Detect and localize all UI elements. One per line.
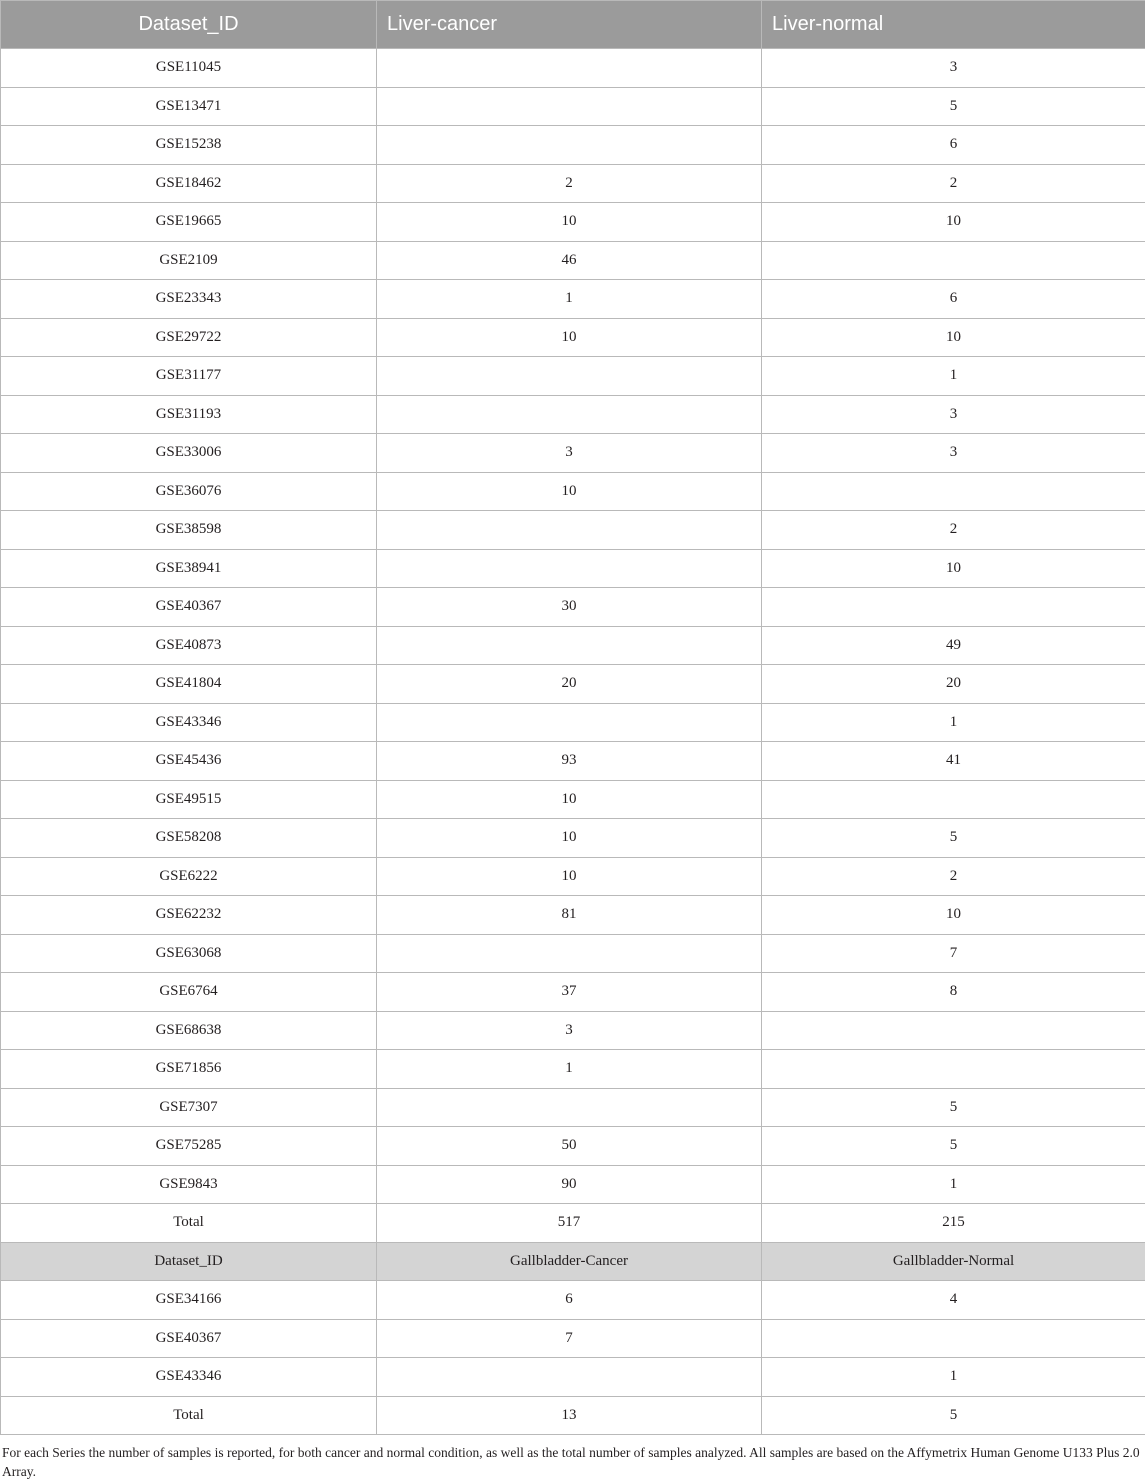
normal-count-cell: 49: [762, 626, 1145, 665]
cancer-count-cell: 10: [377, 472, 762, 511]
cancer-count-cell: [377, 357, 762, 396]
table-row: [1, 126, 1145, 165]
dataset-id-cell: GSE31177: [1, 357, 377, 396]
table-row: [1, 934, 1145, 973]
normal-count-cell: 10: [762, 549, 1145, 588]
cancer-count-cell: Gallbladder-Cancer: [377, 1242, 762, 1281]
dataset-id-cell: GSE29722: [1, 318, 377, 357]
dataset-id-cell: GSE6222: [1, 857, 377, 896]
dataset-id-cell: Total: [1, 1396, 377, 1435]
normal-count-cell: 6: [762, 280, 1145, 319]
cancer-count-cell: [377, 511, 762, 550]
table-row: [1, 588, 1145, 627]
table-row: [1, 819, 1145, 858]
cancer-count-cell: 2: [377, 164, 762, 203]
dataset-id-cell: GSE40367: [1, 1319, 377, 1358]
table-row: [1, 973, 1145, 1012]
cancer-count-cell: 1: [377, 1050, 762, 1089]
dataset-id-cell: GSE33006: [1, 434, 377, 473]
table-row: [1, 1319, 1145, 1358]
normal-count-cell: 6: [762, 126, 1145, 165]
gallbladder-total-row: [1, 1396, 1145, 1435]
dataset-id-cell: GSE41804: [1, 665, 377, 704]
dataset-id-cell: GSE62232: [1, 896, 377, 935]
dataset-id-cell: GSE75285: [1, 1127, 377, 1166]
cancer-count-cell: 90: [377, 1165, 762, 1204]
normal-count-cell: 8: [762, 973, 1145, 1012]
table-row: [1, 280, 1145, 319]
cancer-count-cell: 10: [377, 857, 762, 896]
cancer-count-cell: [377, 87, 762, 126]
cancer-count-cell: 10: [377, 318, 762, 357]
dataset-id-cell: GSE6764: [1, 973, 377, 1012]
normal-count-cell: 4: [762, 1281, 1145, 1320]
normal-count-cell: 41: [762, 742, 1145, 781]
table-header-row: [1, 1, 1145, 49]
dataset-id-cell: GSE38941: [1, 549, 377, 588]
cancer-count-cell: [377, 1358, 762, 1397]
table-body: [1, 49, 1145, 1435]
normal-count-cell: 2: [762, 511, 1145, 550]
cancer-count-cell: [377, 49, 762, 88]
table-row: [1, 857, 1145, 896]
dataset-id-cell: GSE43346: [1, 1358, 377, 1397]
dataset-id-cell: GSE43346: [1, 703, 377, 742]
header-liver-cancer: Liver-cancer: [377, 1, 762, 49]
cancer-count-cell: [377, 395, 762, 434]
table-row: [1, 1088, 1145, 1127]
dataset-id-cell: GSE15238: [1, 126, 377, 165]
table-row: [1, 626, 1145, 665]
cancer-count-cell: [377, 126, 762, 165]
gallbladder-subheader-row: [1, 1242, 1145, 1281]
normal-count-cell: 3: [762, 434, 1145, 473]
table-row: [1, 434, 1145, 473]
dataset-id-cell: GSE68638: [1, 1011, 377, 1050]
cancer-count-cell: 20: [377, 665, 762, 704]
cancer-count-cell: 50: [377, 1127, 762, 1166]
normal-count-cell: [762, 588, 1145, 627]
cancer-count-cell: 10: [377, 780, 762, 819]
cancer-count-cell: [377, 549, 762, 588]
dataset-id-cell: GSE58208: [1, 819, 377, 858]
dataset-id-cell: GSE9843: [1, 1165, 377, 1204]
table-row: [1, 357, 1145, 396]
table-row: [1, 395, 1145, 434]
dataset-id-cell: GSE7307: [1, 1088, 377, 1127]
normal-count-cell: 5: [762, 1396, 1145, 1435]
normal-count-cell: 5: [762, 1088, 1145, 1127]
normal-count-cell: 10: [762, 896, 1145, 935]
dataset-id-cell: GSE18462: [1, 164, 377, 203]
dataset-id-cell: GSE11045: [1, 49, 377, 88]
normal-count-cell: 5: [762, 819, 1145, 858]
cancer-count-cell: 3: [377, 1011, 762, 1050]
cancer-count-cell: 6: [377, 1281, 762, 1320]
header-dataset-id: Dataset_ID: [1, 1, 377, 49]
cancer-count-cell: 81: [377, 896, 762, 935]
cancer-count-cell: 10: [377, 819, 762, 858]
normal-count-cell: [762, 472, 1145, 511]
cancer-count-cell: 3: [377, 434, 762, 473]
normal-count-cell: [762, 1050, 1145, 1089]
table-row: [1, 1011, 1145, 1050]
normal-count-cell: 3: [762, 49, 1145, 88]
cancer-count-cell: [377, 934, 762, 973]
dataset-id-cell: GSE40367: [1, 588, 377, 627]
cancer-count-cell: 37: [377, 973, 762, 1012]
normal-count-cell: [762, 1319, 1145, 1358]
table-row: [1, 1050, 1145, 1089]
cancer-count-cell: 517: [377, 1204, 762, 1243]
normal-count-cell: 5: [762, 87, 1145, 126]
cancer-count-cell: [377, 626, 762, 665]
normal-count-cell: [762, 1011, 1145, 1050]
dataset-id-cell: GSE40873: [1, 626, 377, 665]
dataset-id-cell: GSE2109: [1, 241, 377, 280]
normal-count-cell: 1: [762, 1165, 1145, 1204]
table-row: [1, 318, 1145, 357]
cancer-count-cell: 46: [377, 241, 762, 280]
dataset-id-cell: GSE63068: [1, 934, 377, 973]
dataset-id-cell: GSE13471: [1, 87, 377, 126]
normal-count-cell: 3: [762, 395, 1145, 434]
dataset-id-cell: GSE45436: [1, 742, 377, 781]
table-row: [1, 511, 1145, 550]
normal-count-cell: 2: [762, 164, 1145, 203]
table-row: [1, 703, 1145, 742]
dataset-id-cell: GSE31193: [1, 395, 377, 434]
normal-count-cell: [762, 241, 1145, 280]
cancer-count-cell: 30: [377, 588, 762, 627]
table-row: [1, 742, 1145, 781]
table-row: [1, 472, 1145, 511]
normal-count-cell: Gallbladder-Normal: [762, 1242, 1145, 1281]
dataset-id-cell: GSE19665: [1, 203, 377, 242]
table-row: [1, 1358, 1145, 1397]
dataset-id-cell: Dataset_ID: [1, 1242, 377, 1281]
cancer-count-cell: 10: [377, 203, 762, 242]
table-row: [1, 49, 1145, 88]
table-footnote: For each Series the number of samples is reported, for both cancer and normal condition, as well as the total number of samples analyzed. All samples are based on the Affymetrix Human Genome U133 Plus 2.0 Array.: [0, 1435, 1145, 1481]
normal-count-cell: 1: [762, 1358, 1145, 1397]
header-liver-normal: Liver-normal: [762, 1, 1145, 49]
normal-count-cell: 20: [762, 665, 1145, 704]
dataset-id-cell: GSE36076: [1, 472, 377, 511]
table-row: [1, 1127, 1145, 1166]
normal-count-cell: 215: [762, 1204, 1145, 1243]
table-row: [1, 780, 1145, 819]
table-row: [1, 896, 1145, 935]
table-row: [1, 241, 1145, 280]
table-row: [1, 203, 1145, 242]
normal-count-cell: 1: [762, 703, 1145, 742]
dataset-id-cell: GSE23343: [1, 280, 377, 319]
cancer-count-cell: 13: [377, 1396, 762, 1435]
cancer-count-cell: 1: [377, 280, 762, 319]
liver-total-row: [1, 1204, 1145, 1243]
dataset-id-cell: GSE34166: [1, 1281, 377, 1320]
table-row: [1, 665, 1145, 704]
normal-count-cell: 2: [762, 857, 1145, 896]
normal-count-cell: 10: [762, 318, 1145, 357]
normal-count-cell: 5: [762, 1127, 1145, 1166]
cancer-count-cell: [377, 703, 762, 742]
table-row: [1, 1165, 1145, 1204]
dataset-id-cell: GSE49515: [1, 780, 377, 819]
dataset-id-cell: Total: [1, 1204, 377, 1243]
table-row: [1, 1281, 1145, 1320]
normal-count-cell: 10: [762, 203, 1145, 242]
table-row: [1, 87, 1145, 126]
cancer-count-cell: [377, 1088, 762, 1127]
normal-count-cell: 7: [762, 934, 1145, 973]
dataset-id-cell: GSE38598: [1, 511, 377, 550]
table-row: [1, 164, 1145, 203]
cancer-count-cell: 7: [377, 1319, 762, 1358]
normal-count-cell: 1: [762, 357, 1145, 396]
table-row: [1, 549, 1145, 588]
cancer-count-cell: 93: [377, 742, 762, 781]
dataset-id-cell: GSE71856: [1, 1050, 377, 1089]
normal-count-cell: [762, 780, 1145, 819]
